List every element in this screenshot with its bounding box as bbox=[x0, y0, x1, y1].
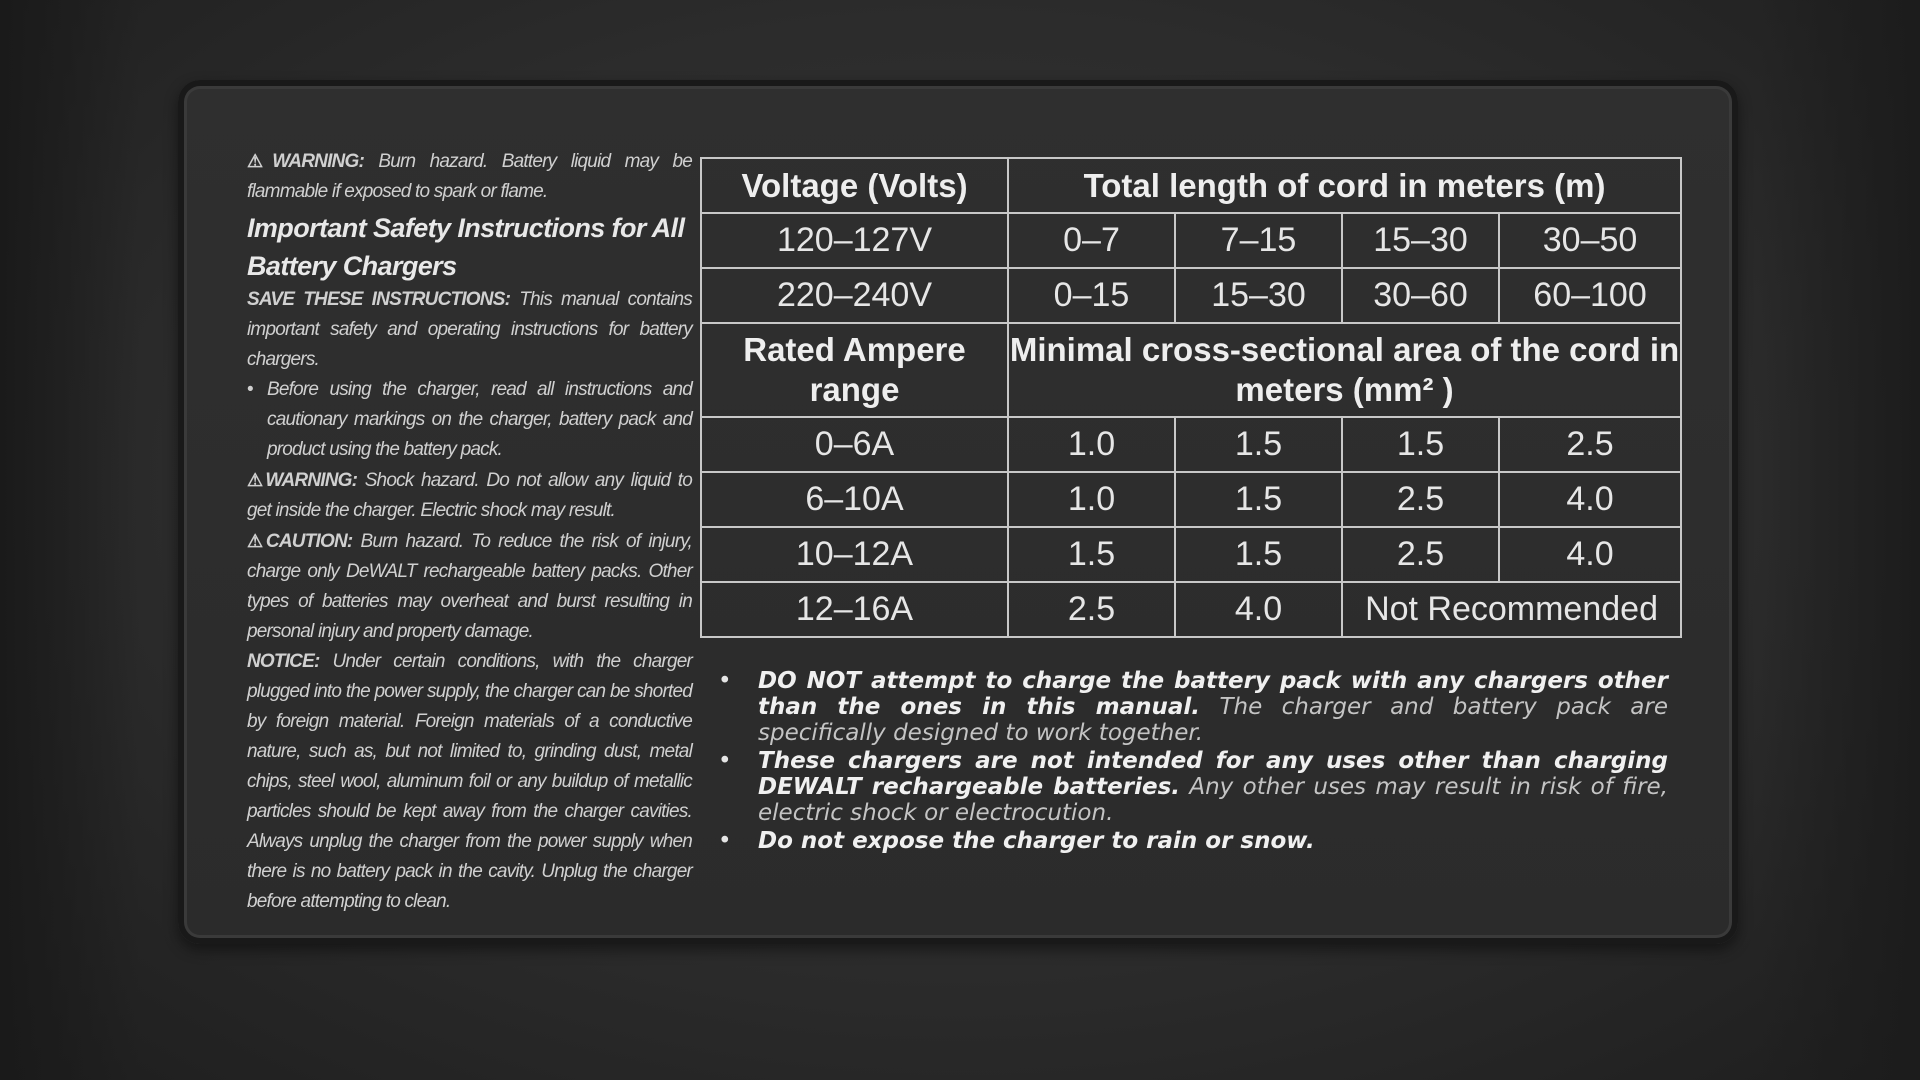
area-cell: 2.5 bbox=[1499, 417, 1681, 472]
length-cell: 0–7 bbox=[1008, 213, 1175, 268]
warning-shock-text: Shock hazard. Do not allow any liquid to get inside the charger. Electric shock may result. bbox=[247, 470, 692, 521]
notice-paragraph bbox=[247, 647, 692, 917]
notice-label: NOTICE: bbox=[247, 651, 320, 672]
cord-spec-table bbox=[700, 157, 1682, 638]
note-text bbox=[758, 668, 1668, 746]
cross-section-header: Minimal cross-sectional area of the cord in meters (mm² ) bbox=[1008, 323, 1681, 417]
safety-instructions-column bbox=[247, 146, 692, 917]
table-row bbox=[701, 582, 1681, 637]
voltage-header: Voltage (Volts) bbox=[701, 158, 1008, 213]
length-cell: 15–30 bbox=[1342, 213, 1499, 268]
table-subheader-row bbox=[701, 323, 1681, 417]
table-header-row bbox=[701, 158, 1681, 213]
area-cell: 1.5 bbox=[1175, 417, 1342, 472]
area-cell: 1.5 bbox=[1175, 472, 1342, 527]
bullet-icon: • bbox=[718, 748, 732, 774]
note-item bbox=[718, 828, 1668, 854]
area-cell: 4.0 bbox=[1175, 582, 1342, 637]
ampere-cell: 0–6A bbox=[701, 417, 1008, 472]
warning-triangle-icon: ⚠ bbox=[247, 151, 273, 171]
save-instructions-paragraph bbox=[247, 285, 692, 375]
background-shadow-right bbox=[1760, 0, 1920, 1080]
area-cell: 1.5 bbox=[1175, 527, 1342, 582]
area-cell: 1.0 bbox=[1008, 417, 1175, 472]
note-emphasis: DO NOT attempt to charge the battery pack with any chargers other than the ones in this manual. bbox=[758, 668, 1668, 720]
warning-label: WARNING: bbox=[272, 151, 364, 172]
table-row bbox=[701, 417, 1681, 472]
area-cell: 1.5 bbox=[1342, 417, 1499, 472]
caution-label: CAUTION: bbox=[265, 531, 353, 552]
note-detail: Any other uses may result in risk of fire, electric shock or electrocution. bbox=[758, 774, 1668, 826]
area-cell: 1.0 bbox=[1008, 472, 1175, 527]
caution-paragraph bbox=[247, 526, 692, 647]
warning-label: WARNING: bbox=[265, 470, 358, 491]
table-row bbox=[701, 268, 1681, 323]
area-cell: 2.5 bbox=[1342, 527, 1499, 582]
caution-text: Burn hazard. To reduce the risk of injury, charge only DeWALT rechargeable battery packs. Other types of batteries may overheat and burst resulting in personal injury and property damage. bbox=[247, 531, 692, 642]
area-cell: 2.5 bbox=[1342, 472, 1499, 527]
length-cell: 30–50 bbox=[1499, 213, 1681, 268]
bullet-text: Before using the charger, read all instructions and cautionary markings on the charger, battery pack and product using the battery pack. bbox=[267, 379, 692, 460]
table-row bbox=[701, 472, 1681, 527]
note-item bbox=[718, 668, 1668, 746]
charger-notes bbox=[718, 668, 1668, 856]
background-shadow-left bbox=[0, 0, 140, 1080]
ampere-range-header: Rated Ampere range bbox=[701, 323, 1008, 417]
area-cell: 4.0 bbox=[1499, 527, 1681, 582]
ampere-cell: 10–12A bbox=[701, 527, 1008, 582]
instruction-bullet bbox=[247, 375, 692, 465]
area-cell: 2.5 bbox=[1008, 582, 1175, 637]
save-instructions-text: This manual contains important safety and operating instructions for battery chargers. bbox=[247, 289, 692, 370]
length-cell: 0–15 bbox=[1008, 268, 1175, 323]
note-text bbox=[758, 748, 1668, 826]
note-emphasis: These chargers are not intended for any uses other than charging DEWALT rechargeable batteries. bbox=[758, 748, 1668, 800]
bullet-icon: • bbox=[718, 668, 732, 694]
bullet-icon: • bbox=[718, 828, 732, 854]
ampere-cell: 6–10A bbox=[701, 472, 1008, 527]
table-row bbox=[701, 213, 1681, 268]
voltage-cell: 120–127V bbox=[701, 213, 1008, 268]
note-detail: The charger and battery pack are specifically designed to work together. bbox=[758, 694, 1669, 746]
voltage-cell: 220–240V bbox=[701, 268, 1008, 323]
length-cell: 15–30 bbox=[1175, 268, 1342, 323]
caution-triangle-icon: ⚠ bbox=[247, 531, 266, 551]
warning-shock-paragraph bbox=[247, 465, 692, 526]
notice-text: Under certain conditions, with the charger plugged into the power supply, the charger can be shorted by foreign material. Foreign materials of a conductive nature, such as, but not limited to, grinding dust, metal chips, steel wool, aluminum foil or any buildup of metallic particles should be kept away from the charger cavities. Always unplug the charger from the power supply when there is no battery pack in the cavity. Unplug the charger before attempting to clean. bbox=[247, 651, 693, 912]
length-cell: 7–15 bbox=[1175, 213, 1342, 268]
note-emphasis: Do not expose the charger to rain or snow. bbox=[758, 828, 1315, 854]
note-text bbox=[758, 828, 1668, 854]
length-cell: 60–100 bbox=[1499, 268, 1681, 323]
safety-heading: Important Safety Instructions for All Battery Chargers bbox=[247, 213, 685, 281]
ampere-cell: 12–16A bbox=[701, 582, 1008, 637]
area-cell: 4.0 bbox=[1499, 472, 1681, 527]
length-cell: 30–60 bbox=[1342, 268, 1499, 323]
table-row bbox=[701, 527, 1681, 582]
bullet-icon: • bbox=[247, 379, 253, 400]
warning-burn-paragraph bbox=[247, 146, 692, 207]
warning-triangle-icon: ⚠ bbox=[247, 470, 266, 490]
warning-burn-text: Burn hazard. Battery liquid may be flammable if exposed to spark or flame. bbox=[247, 151, 692, 202]
note-item bbox=[718, 748, 1668, 826]
area-cell: 1.5 bbox=[1008, 527, 1175, 582]
cord-length-header: Total length of cord in meters (m) bbox=[1008, 158, 1681, 213]
not-recommended-cell: Not Recommended bbox=[1342, 582, 1681, 637]
save-instructions-label: SAVE THESE INSTRUCTIONS: bbox=[247, 289, 511, 310]
